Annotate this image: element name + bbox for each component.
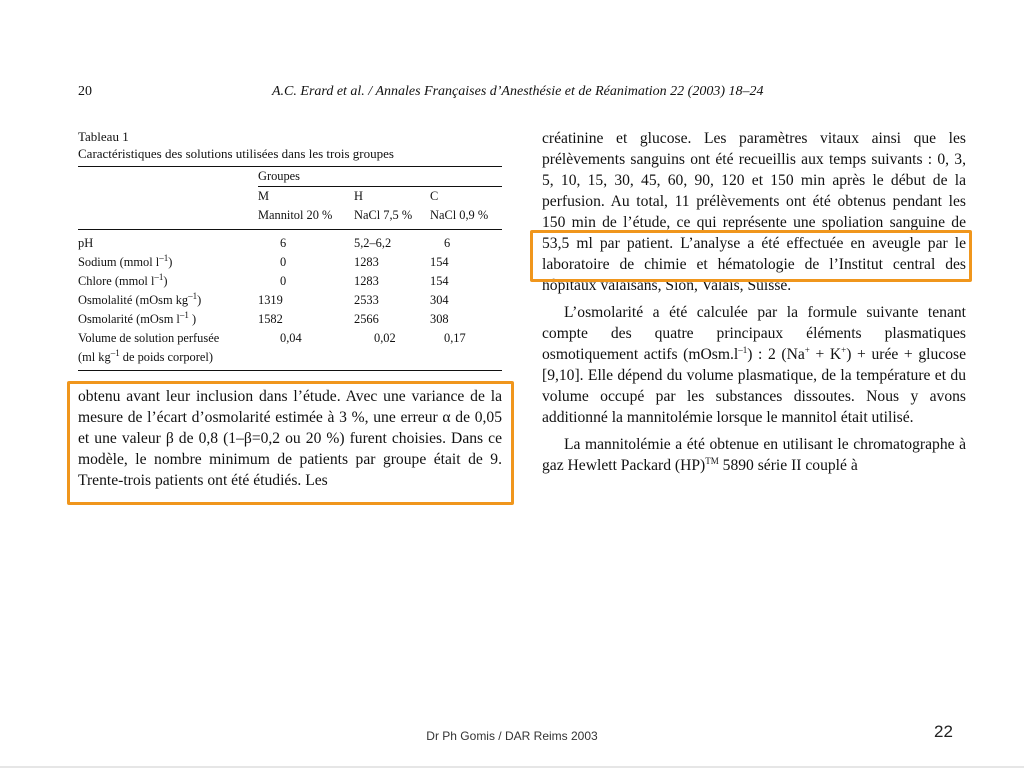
left-paragraph-text: obtenu avant leur inclusion dans l’étude. Avec une variance de la mesure de l’écart d’osmolarité estimée à 3 %, une erreur α de 0,05 et une valeur β de 0,8 (1–β=0,2 ou 20 %) furent choisies. Dans ce modèle, le nombre minimum de patients par groupe était de 9. Trente-trois patients ont été étudiés. Les	[78, 388, 502, 489]
cell-h: 1283	[354, 274, 379, 288]
row-label: pH	[78, 236, 94, 250]
cell-c: 0,17	[444, 331, 466, 345]
cell-m: 0	[280, 274, 287, 288]
group-header: Groupes	[258, 167, 502, 187]
cell-h: 5,2–6,2	[354, 236, 392, 250]
right-column	[542, 128, 966, 476]
cell-m: 1319	[258, 293, 283, 307]
row-label: Osmolalité (mOsm $kg^{-1}$)	[78, 290, 202, 307]
cell-h: 1283	[354, 255, 379, 269]
cell-c: 154	[430, 255, 449, 269]
right-paragraph-2: L’osmolarité a été calculée par la formule suivante tenant compte des quatre principaux éléments plasmatiques osmotiquement actifs $(mOsm.l^{-1})$ : 2 (Na+ + K+) + urée + glucose [9,10]. Elle dépend du volume plasmatique, de la température et du volume occupé par les substances dissoutes. Nous y avons additionné la mannitolémie lorsque le mannitol était utilisé.	[542, 304, 966, 426]
slide-number: 22	[934, 722, 953, 741]
col-letter-c: C	[430, 187, 502, 207]
cell-m: 0	[280, 255, 287, 269]
journal-page-number: 20	[78, 84, 92, 99]
col-desc-h: NaCl 7,5 %	[354, 208, 413, 222]
table-row	[78, 329, 502, 371]
col-letter-h: H	[354, 187, 430, 207]
table-row	[78, 291, 502, 310]
cell-c: 308	[430, 312, 449, 326]
solutions-table	[78, 166, 502, 371]
cell-h: 2566	[354, 312, 379, 326]
cell-h: 2533	[354, 293, 379, 307]
footer-credit: Dr Ph Gomis / DAR Reims 2003	[426, 729, 598, 743]
row-label: Volume de solution perfusée (ml $kg^{-1}$ de poids corporel)	[78, 331, 220, 364]
cell-c: 154	[430, 274, 449, 288]
cell-m: 1582	[258, 312, 283, 326]
table-row	[78, 310, 502, 329]
right-paragraph-3: La mannitolémie a été obtenue en utilisant le chromatographe à gaz Hewlett Packard (HP)™ 5890 série II couplé à	[542, 436, 966, 474]
running-head: A.C. Erard et al. / Annales Françaises d’Anesthésie et de Réanimation 22 (2003) 18–24	[272, 84, 764, 99]
row-label: Chlore (mmol $l^{-1}$)	[78, 271, 168, 288]
table-label: Tableau 1	[78, 129, 129, 144]
cell-h: 0,02	[374, 331, 396, 345]
highlight-box-left	[67, 381, 514, 505]
table-caption: Caractéristiques des solutions utilisées dans les trois groupes	[78, 146, 394, 161]
table-row	[78, 253, 502, 272]
col-desc-m: Mannitol 20 %	[258, 208, 333, 222]
table-block	[78, 128, 502, 371]
right-paragraph-1: créatinine et glucose. Les paramètres vitaux ainsi que les prélèvements sanguins ont été recueillis aux temps suivants : 0, 3, 5, 10, 15, 30, 45, 60, 90, 120 et 150 min après le début de la perfusion. Au total, 11 prélèvements ont été obtenus pendant les 150 min de l’étude, ce qui représente une spoliation sanguine de 53,5 ml par patient. L’analyse a été effectuée en aveugle par le laboratoire de chimie et hématologie de l’Institut central des hôpitaux valaisans, Sion, Valais, Suisse.	[542, 130, 966, 294]
table-row	[78, 272, 502, 291]
row-label: Osmolarité (mOsm $l^{-1}$ )	[78, 309, 197, 326]
table-row	[78, 230, 502, 254]
cell-m: 6	[280, 236, 287, 250]
cell-c: 6	[444, 236, 451, 250]
highlight-box-right	[530, 230, 972, 282]
cell-c: 304	[430, 293, 449, 307]
col-desc-c: NaCl 0,9 %	[430, 208, 489, 222]
col-letter-m: M	[258, 187, 354, 207]
row-label: Sodium (mmol $l^{-1}$)	[78, 252, 173, 269]
cell-m: 0,04	[280, 331, 302, 345]
